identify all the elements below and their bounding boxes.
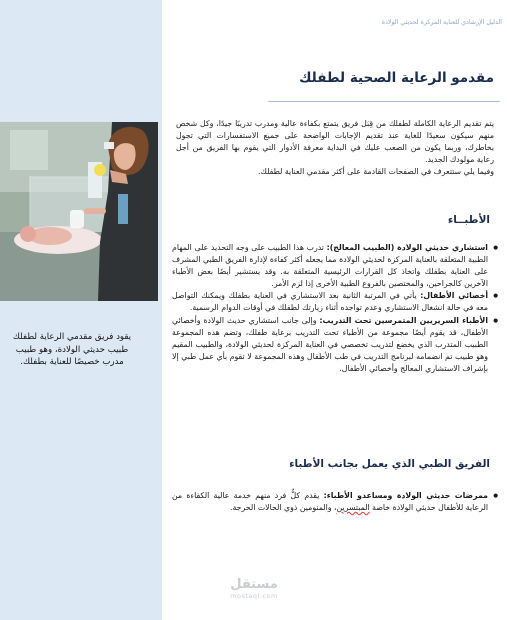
item-lead: ممرضات حديثي الولادة ومساعدو الأطباء: xyxy=(323,491,488,500)
running-title: الدليل الإرشادي للعناية المركزة لحديثي الولادة xyxy=(381,19,502,26)
section-heading-doctors: الأطبــاء xyxy=(447,214,490,226)
item-text: ، والمنومين ذوي الحالات الحرجة. xyxy=(230,503,337,513)
list-item xyxy=(172,290,498,314)
item-text: تدرب هذا الطبيب على وجه التحديد على المهام الطبية المتعلقة بالعناية المركزة لحديثي الولادة مما يجعله أكثر كفاءة لإدارة الفريق الطبي المشرف على العناية بطفلك واتخاذ كل القرارات الرئيسية المتعلقة به. وقد يستشير أيضًا بعض الأطباء الآخرين كالجراحين، والمختصين بالفروع الطبية الأخرى إذا لزم الأمر. xyxy=(172,243,488,289)
intro-text xyxy=(176,118,494,178)
list-item xyxy=(172,315,498,375)
intro-paragraph: وفيما يلي ستتعرف في الصفحات القادمة على أكثر مقدمي العناية لطفلك. xyxy=(258,167,494,177)
watermark-arabic: مستقل xyxy=(230,577,278,592)
item-lead: أخصائي الأطفال: xyxy=(420,291,488,301)
mostaql-watermark xyxy=(222,578,286,600)
item-text: يأتي في المرتبة الثانية بعد الاستشاري في العناية بطفلك ويمكنك التواصل معه في حالة انشغال الاستشاري وعدم تواجده أثناء زيارتك لطفلك في أوقات الدوام الرسمية. xyxy=(172,291,488,313)
nurse-with-newborn-incubator-photo xyxy=(0,122,158,301)
main-content xyxy=(170,0,500,620)
item-text: وإلى جانب استشاري حديث الولادة وأخصائي الأطفال، قد يقوم أيضًا مجموعة من الأطباء تحت التدريب برعاية طفلك، وتضم هذه المجموعة الطبيب المتدرب الذي يخضع لتدريب تخصصي في العناية المركزة لحديثي الولادة، والطبيب المقيم وهو طبيب تم انضمامه لبرنامج التدريب في طب الأطفال وهذه المجموعة لا تقوم بأي عمل طبي إلا بإشراف الاستشاري المعالج وأخصائي الأطفال. xyxy=(172,315,488,373)
sidebar-panel xyxy=(0,0,162,620)
item-lead: الأطباء السريريين المتمرسين تحت التدريب: xyxy=(319,315,488,325)
section-heading-medical-team: الفريق الطبي الذي يعمل بجانب الأطباء xyxy=(289,458,490,470)
intro-paragraph: يتم تقديم الرعاية الكاملة لطفلك من قِبَل فريق يتمتع بكفاءة عالية ومدرب تدريبًا جيدًا، وكل شخص منهم سيكون سعيدًا للغاية عند تقديم الإجابات الواضحة على جميع الاستفسارات التي تجول بخاطرك، وربما يكون من الصعب عليك في البداية معرفة الأدوار التي يقوم بها الفريق من أجل رعاية مولودك الجديد. xyxy=(176,119,494,165)
photo-caption: يقود فريق مقدمي الرعاية لطفلك طبيب حديثي الولادة، وهو طبيب مدرب خصيصًا للعناية بطفلك. xyxy=(12,332,132,368)
watermark-latin: mostaql.com xyxy=(230,592,278,600)
page-title: مقدمو الرعاية الصحية لطفلك xyxy=(299,70,494,86)
spellcheck-underlined-word: المبتسرين xyxy=(336,503,370,513)
list-item xyxy=(172,242,498,290)
doctors-list xyxy=(172,242,498,375)
list-item xyxy=(172,490,498,514)
medical-team-list xyxy=(172,490,498,514)
item-text: يقدم كلٌّ فرد منهم خدمة عالية الكفاءة من الرعاية للأطفال حديثي الولادة خاصة xyxy=(172,491,488,513)
item-lead: استشاري حديثي الولادة (الطبيب المعالج): xyxy=(326,243,488,252)
title-divider xyxy=(268,101,500,102)
